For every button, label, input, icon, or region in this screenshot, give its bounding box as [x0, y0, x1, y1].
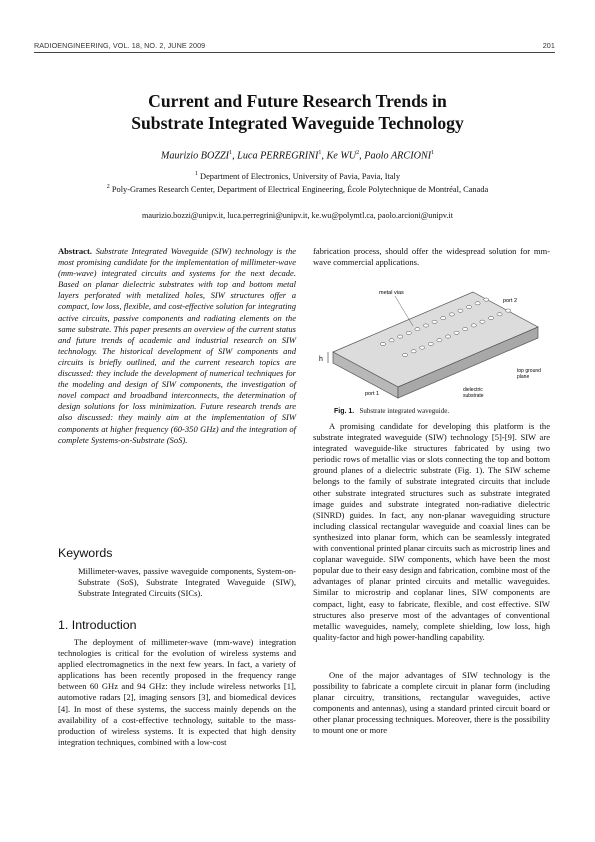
title-line-2: Substrate Integrated Waveguide Technology [131, 113, 464, 133]
author-list: Maurizio BOZZI$^1$, Luca PERREGRINI$^1$, Ke $WU^2$, Paolo ARCIONI$^1$ [160, 150, 435, 162]
keywords-text: Millimeter-waves, passive waveguide components, System-on-Substrate (SoS), Substrate Integrated Waveguide (SIW), Substrate Integrated Circuits (SICs). [78, 566, 296, 599]
via-hole [506, 309, 511, 312]
plane-label: plane [517, 374, 530, 380]
via-hole [445, 335, 450, 338]
metal-vias-label: metal vias [379, 290, 404, 296]
via-hole [475, 302, 480, 305]
port1-label: port 1 [365, 391, 380, 397]
top-ground-label: top ground [517, 368, 541, 374]
page-number: 201 [542, 41, 555, 50]
via-hole [449, 313, 454, 316]
right-column-top [313, 246, 550, 268]
via-hole [380, 342, 385, 345]
keywords-heading: Keywords [58, 546, 113, 560]
via-hole [480, 320, 485, 323]
paragraph: A promising candidate for developing this platform is the substrate integrated waveguide (SIW) technology [5]-[9]. SIW are integrated waveguide-like structures fabricated by using two periodic rows of metallic vias or slots connecting the top and bottom ground planes of a dielectric substrate (Fig. 1). The SIW scheme belongs to the family of substrate integrated circuits that include other substrate integrated structures such as substrate integrated image guides and substrate integrated non-radiative dielectric (SINRD) guides. In fact, any non-planar waveguiding structure including classical rectangular waveguide and coaxial lines can be synthesized into planar form, which can be seamlessly integrated with conventional printed planar circuits such as microstrip lines and coplanar waveguide. SIW components, which have been the most popular due to their easy design and fabrication, combine most of the advantages of planar printed circuits and metallic waveguides. Similar to microstrip and coplanar lines, SIW components are compact, light, easy to fabricate, flexible, and cost effective. SIW structures also preserve most of the advantages of conventional metallic waveguides, namely, complete shielding, low loss, high quality-factor and high power-handling capability. [313, 421, 550, 642]
via-hole [423, 324, 428, 327]
h-label: h [319, 356, 323, 363]
header-rule [34, 52, 555, 53]
via-hole [454, 331, 459, 334]
introduction-body [58, 637, 296, 748]
via-hole [415, 328, 420, 331]
substrate-label: substrate [463, 393, 484, 399]
journal-name: RADIOENGINEERING, VOL. 18, NO. 2, JUNE 2009 [34, 41, 206, 50]
paragraph: The deployment of millimeter-wave (mm-wave) integration technologies is critical for the evolution of wireless systems and applied electromagnetics in the next few years. In fact, a variety of applications has been recently proposed in the frequency range between 60 GHz and 94 GHz: they include wireless networks [1], automotive radars [2], imaging sensors [3], and biomedical devices [4]. In most of these systems, the success mainly depends on the availability of a cost-effective technology, suitable to the mass-production of wireless systems. It is expected that high density integration techniques, combined with a low-cost [58, 637, 296, 747]
title-line-1: Current and Future Research Trends in [148, 91, 447, 111]
figure-caption: Fig. 1. Substrate integrated waveguide. [334, 407, 450, 415]
via-hole [398, 335, 403, 338]
via-hole [389, 339, 394, 342]
author-emails: maurizio.bozzi@unipv.it, luca.perregrini@unipv.it, ke.wu@polymtl.ca, paolo.arcioni@unipv.it [142, 211, 453, 220]
via-hole [441, 317, 446, 320]
introduction-heading: 1. Introduction [58, 618, 137, 632]
author: Paolo ARCIONI [364, 150, 432, 162]
paragraph: fabrication process, should offer the widespread solution for mm-wave commercial applications. [313, 246, 550, 268]
right-column-body [313, 421, 550, 643]
right-column-bottom [313, 670, 550, 737]
via-hole [484, 298, 489, 301]
dielectric-label: dielectric [463, 387, 483, 393]
via-hole [471, 324, 476, 327]
paper-title [0, 90, 595, 134]
via-hole [437, 339, 442, 342]
via-hole [420, 346, 425, 349]
port2-label: port 2 [503, 298, 518, 304]
via-hole [488, 316, 493, 319]
via-hole [428, 342, 433, 345]
abstract-label: Abstract. [58, 246, 92, 256]
via-hole [402, 353, 407, 356]
author: Luca PERREGRINI [237, 150, 319, 162]
author: Ke WU [326, 150, 357, 162]
paragraph: One of the major advantages of SIW technology is the possibility to fabricate a complete circuit in planar form (including planar circuitry, transitions, rectangular waveguides, active components and antennas), using a standard printed circuit board or other planar processing techniques. Moreover, there is the possibility to mount one or more [313, 670, 550, 736]
affiliation: $^1$ Department of Electronics, University of Pavia, Pavia, Italy [194, 171, 401, 181]
via-hole [497, 313, 502, 316]
siw-figure [313, 282, 550, 402]
via-hole [406, 331, 411, 334]
abstract [58, 246, 296, 446]
author: Maurizio BOZZI [160, 150, 230, 162]
via-hole [411, 350, 416, 353]
via-hole [432, 320, 437, 323]
affiliation: $^2$ Poly-Grames Research Center, Department of Electrical Engineering, École Polytechnique de Montréal, Canada [106, 184, 489, 194]
via-hole [458, 309, 463, 312]
via-hole [463, 328, 468, 331]
abstract-text: Substrate Integrated Waveguide (SIW) technology is the most promising candidate for the implementation of millimeter-wave (mm-wave) integrated circuits and systems for the next decade. Based on planar dielectric substrates with top and bottom metal layers perforated with metalized holes, SIW structures offer a compact, low loss, flexible, and cost-effective solution for integrating active circuits, passive components and radiating elements on the same substrate. This paper presents an overview of the current status and future trends of academic and industrial research on SIW technology. The historical development of SIW components and circuits is briefly outlined, and the current research topics are discussed: they include the development of numerical techniques for the modeling and design of SIW components, the investigation of novel compact and broadband interconnects, the determination of design solutions for loss minimization. Future research trends are also discussed: they mainly aim at the implementation of SIW components at higher frequency (60-350 GHz) and the integration of complete Systems-on-Substrate (SoS). [58, 246, 297, 445]
via-hole [466, 305, 471, 308]
